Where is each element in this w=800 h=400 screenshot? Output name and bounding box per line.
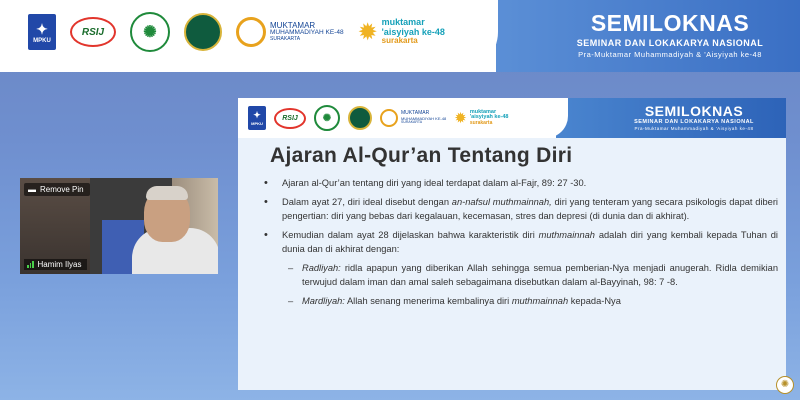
remove-pin-label: Remove Pin xyxy=(40,185,84,194)
sub-bullet-1-text: ridla apapun yang diberikan Allah sehingga semua pemberian-Nya menjadi anugerah. Ridla demikian terwujud dalam iman dan amal saleh sebagaimana disebutkan dalam al-Bayyinah, 98: 7 -8. xyxy=(302,263,778,287)
speaker-video[interactable] xyxy=(20,178,218,274)
slide-header xyxy=(238,98,786,138)
banner-tagline: Pra-Muktamar Muhammadiyah & 'Aisyiyah ke-48 xyxy=(578,50,762,59)
sub-bullet-2-text-cont: kepada-Nya xyxy=(568,296,621,306)
sub-bullet-2-text: Allah senang menerima kembalinya diri xyxy=(344,296,512,306)
slide-muktamar-logo xyxy=(380,109,446,127)
muktamar-emblem-icon xyxy=(236,17,266,47)
bullet-2-italic: an-nafsul muthmainnah, xyxy=(451,197,552,207)
bullet-1-text: Ajaran al-Qur’an tentang diri yang ideal terdapat dalam al-Fajr, 89: 27 -30. xyxy=(282,178,587,188)
slide-mpku-text: MPKU xyxy=(251,121,263,126)
sub-bullet-1-term: Radliyah: xyxy=(302,263,341,273)
slide-aisyiyah-text xyxy=(470,110,509,127)
top-banner xyxy=(0,0,800,72)
aisyiyah-line1: muktamar xyxy=(381,17,425,28)
bullet-3-text: Kemudian dalam ayat 28 dijelaskan bahwa karakteristik diri xyxy=(282,230,539,240)
aisyiyah-line3: surakarta xyxy=(381,36,418,46)
bullet-2-text: Dalam ayat 27, diri ideal disebut dengan xyxy=(282,197,452,207)
slide-muktamar-line2: MUHAMMADIYAH KE-48 xyxy=(401,115,447,121)
remove-pin-button[interactable] xyxy=(24,183,90,196)
banner-logo-row xyxy=(28,12,445,52)
slide-mpku-logo: ✦ MPKU xyxy=(248,106,266,130)
participant-name-tag xyxy=(24,259,87,270)
sub-bullet-item xyxy=(260,261,778,289)
sub-bullet-item xyxy=(260,294,778,308)
slide-header-subtitle: SEMINAR DAN LOKAKARYA NASIONAL xyxy=(634,119,754,125)
slide-aisyiyah-line1: muktamar xyxy=(469,108,497,115)
slide-rsij-text: RSIJ xyxy=(282,114,298,122)
sub-bullet-2-term: Mardliyah: xyxy=(302,296,345,306)
muktamar-line1: MUKTAMAR xyxy=(270,20,316,30)
slide-muktamar-text xyxy=(401,111,446,124)
banner-subtitle: SEMINAR DAN LOKAKARYA NASIONAL xyxy=(576,38,764,48)
bullet-item xyxy=(260,228,778,256)
sub-bullet-2-italic: muthmainnah xyxy=(511,296,569,306)
muktamar-line2: MUHAMMADIYAH KE-48 xyxy=(270,29,344,37)
slide-bullet-list xyxy=(260,176,778,313)
slide-muktamar-line1: MUKTAMAR xyxy=(401,110,430,117)
mpku-logo-text: MPKU xyxy=(33,37,51,44)
banner-title-block xyxy=(560,10,780,59)
audio-level-icon xyxy=(27,261,34,268)
slide-title: Ajaran Al-Qur’an Tentang Diri xyxy=(270,144,573,167)
mpku-logo: ✦ MPKU xyxy=(28,14,56,50)
slide-sun-icon: ✹ xyxy=(454,110,467,127)
bullet-3-text-cont: adalah diri yang kembali kepada Tuhan di dunia dan di akhirat dengan: xyxy=(282,230,778,254)
aisyiyah-line2: 'aisyiyah ke-48 xyxy=(381,26,445,37)
participant-name: Hamim Ilyas xyxy=(37,260,82,269)
slide-aisyiyah-line3: surakarta xyxy=(469,120,493,127)
slide-seal-logo xyxy=(348,106,372,130)
bullet-item xyxy=(260,195,778,223)
aisyiyah-logo xyxy=(358,18,445,47)
slide-logo-row xyxy=(248,105,508,131)
sun-icon: ✹ xyxy=(357,18,378,46)
seal-logo xyxy=(184,13,222,51)
banner-title: SEMILOKNAS xyxy=(590,10,750,36)
slide-aisyiyah-line2: 'aisyiyah ke-48 xyxy=(469,114,509,121)
muktamar-logo xyxy=(236,17,344,47)
slide-header-title: SEMILOKNAS xyxy=(644,103,744,119)
slide-header-title-block xyxy=(620,103,768,131)
aisyiyah-logo-text xyxy=(382,18,445,45)
speaker-hair xyxy=(146,186,188,200)
slide-muktamar-line3: SURAKARTA xyxy=(401,119,423,124)
pin-icon: ▬ xyxy=(28,185,36,194)
slide-rsij-logo xyxy=(274,108,306,129)
bullet-item xyxy=(260,176,778,190)
muktamar-logo-text xyxy=(270,22,344,42)
muktamar-line3: SURAKARTA xyxy=(270,35,301,42)
rsij-logo xyxy=(70,17,116,47)
slide-aisyiyah-logo xyxy=(454,109,508,127)
rsij-logo-text: RSIJ xyxy=(81,26,105,38)
shared-slide xyxy=(238,98,786,390)
bullet-3-italic: muthmainnah xyxy=(538,230,595,240)
bullet-2-text-cont: diri yang tenteram yang secara psikologis dapat diberi pengertian: diri yang bebas dari kegalauan, kecemasan, stres dan depresi (di dunia dan di akhirat). xyxy=(282,197,778,221)
slide-header-tagline: Pra-Muktamar Muhammadiyah & 'Aisyiyah ke-48 xyxy=(634,126,754,131)
slide-star-logo: ✺ xyxy=(314,105,340,131)
slide-muktamar-emblem-icon xyxy=(380,109,398,127)
muhammadiyah-star-logo: ✺ xyxy=(130,12,170,52)
watermark-logo-icon: ✺ xyxy=(776,376,794,394)
